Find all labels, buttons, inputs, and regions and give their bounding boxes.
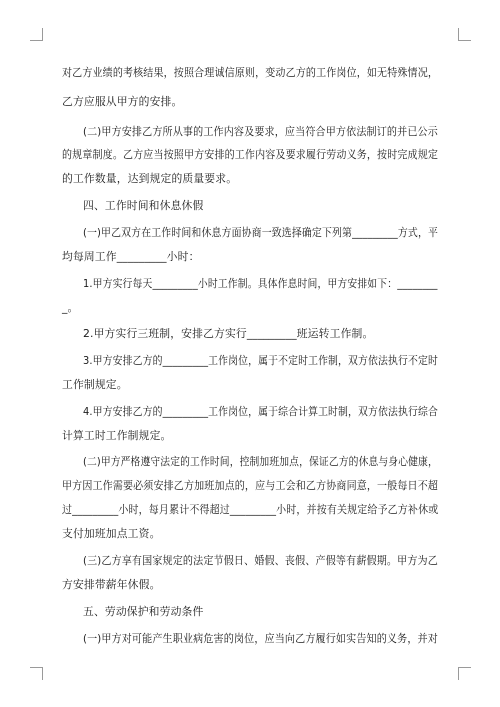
text-line: 2.甲方实行三班制，安排乙方实行_________班运转工作制。 xyxy=(83,327,374,340)
text-line: (一)甲乙双方在工作时间和休息方面协商一致选择确定下列第_________方式，平 xyxy=(83,226,439,239)
crop-mark-bottom-left xyxy=(30,667,43,680)
text-line: 方安排带薪年休假。 xyxy=(62,578,161,591)
crop-mark-top-left xyxy=(30,28,43,41)
crop-mark-bottom-right xyxy=(458,667,471,680)
text-line: (一)甲方对可能产生职业病危害的岗位，应当向乙方履行如实告知的义务，并对 xyxy=(83,632,438,645)
text-line: (二)甲方严格遵守法定的工作时间，控制加班加点，保证乙方的休息与身心健康， xyxy=(83,455,438,468)
section-heading: 四、工作时间和休息休假 xyxy=(83,199,204,212)
text-line: 均每周工作_________小时： xyxy=(62,250,200,263)
text-line: _。 xyxy=(62,301,79,314)
text-line: 过_________小时，每月累计不得超过_________小时，并按有关规定给予乙方补休或 xyxy=(62,503,439,516)
text-line: 支付加班加点工资。 xyxy=(62,527,161,540)
text-line: 甲方因工作需要必须安排乙方加班加点的，应与工会和乙方协商同意，一般每日不超 xyxy=(62,479,439,492)
text-line: 4.甲方安排乙方的_________工作岗位，属于综合计算工时制，双方依法执行综合 xyxy=(83,405,438,418)
text-line: 工作制规定。 xyxy=(62,378,128,391)
text-line: 对乙方业绩的考核结果，按照合理诚信原则，变动乙方的工作岗位，如无特殊情况， xyxy=(62,66,439,79)
text-line: 的工作数量，达到规定的质量要求。 xyxy=(62,172,238,185)
text-line: 1.甲方实行每天_________小时工作制。具体作息时间，甲方安排如下：________ xyxy=(83,277,438,290)
text-line: (二)甲方安排乙方所从事的工作内容及要求，应当符合甲方依法制订的并已公示 xyxy=(83,125,438,138)
crop-mark-top-right xyxy=(458,28,471,41)
text-line: 计算工时工作制规定。 xyxy=(62,429,172,442)
text-line: (三)乙方享有国家规定的法定节假日、婚假、丧假、产假等有薪假期。甲方为乙 xyxy=(83,554,438,567)
text-line: 乙方应服从甲方的安排。 xyxy=(62,95,183,108)
text-line: 3.甲方安排乙方的_________工作岗位，属于不定时工作制，双方依法执行不定时 xyxy=(83,354,438,367)
text-line: 的规章制度。乙方应当按照甲方安排的工作内容及要求履行劳动义务，按时完成规定 xyxy=(62,148,439,161)
section-heading: 五、劳动保护和劳动条件 xyxy=(83,605,204,618)
